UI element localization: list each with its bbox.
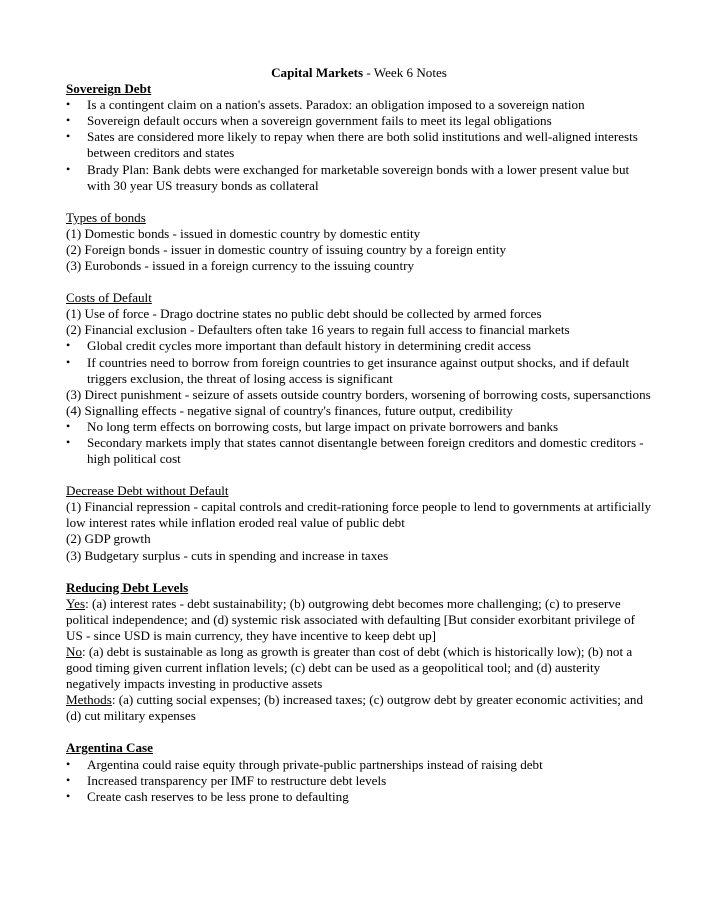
list-item-text: Argentina could raise equity through private-public partnerships instead of raising debt	[87, 756, 543, 772]
bullet-icon: •	[66, 418, 71, 433]
paragraph-yes	[66, 596, 652, 644]
title-bold: Capital Markets	[271, 65, 364, 80]
bullet-icon: •	[66, 129, 71, 144]
list-item	[66, 338, 652, 354]
text-line: (1) Domestic bonds - issued in domestic country by domestic entity	[66, 225, 421, 241]
text-line: (3) Eurobonds - issued in a foreign currency to the issuing country	[66, 258, 414, 274]
bullet-icon: •	[66, 338, 71, 353]
list-item	[66, 757, 652, 773]
list-item-text: Secondary markets imply that states cannot disentangle between foreign creditors and domestic creditors - high political cost	[87, 434, 644, 467]
spacer	[66, 194, 652, 210]
list-item	[66, 162, 652, 194]
heading-reducing-debt-levels: Reducing Debt Levels	[66, 579, 189, 595]
heading-types-of-bonds: Types of bonds	[66, 209, 146, 225]
label-yes: Yes	[66, 595, 86, 611]
text-line: (4) Signalling effects - negative signal of country's finances, future output, credibility	[66, 402, 513, 418]
spacer	[66, 564, 652, 580]
text-line: (2) Financial exclusion - Defaulters often take 16 years to regain full access to financial markets	[66, 322, 570, 338]
text-line: (2) Foreign bonds - issuer in domestic country of issuing country by a foreign entity	[66, 241, 507, 257]
list-item-text: If countries need to borrow from foreign countries to get insurance against output shocks, and if default triggers exclusion, the threat of losing access is significant	[87, 354, 630, 386]
heading-sovereign-debt: Sovereign Debt	[66, 81, 152, 97]
bullet-icon: •	[66, 97, 71, 112]
bullet-icon: •	[66, 161, 71, 176]
text-no: : (a) debt is sustainable as long as growth is greater than cost of debt (which is historically low); (b) not a good timing given current inflation levels; (c) debt can be used as a geopolitical tool; and (d) austerity negatively impacts investing in productive assets	[66, 644, 633, 692]
label-no: No	[66, 644, 83, 659]
list-item	[66, 129, 652, 161]
heading-decrease-debt: Decrease Debt without Default	[66, 483, 229, 499]
text-line: (3) Direct punishment - seizure of assets outside country borders, worsening of borrowing costs, supersanctions	[66, 386, 651, 402]
bullet-icon: •	[66, 772, 71, 787]
text-methods: : (a) cutting social expenses; (b) increased taxes; (c) outgrow debt by greater economic activities; and (d) cut military expenses	[66, 692, 644, 724]
list-item	[66, 113, 652, 129]
list-item-text: Global credit cycles more important than default history in determining credit access	[87, 338, 531, 354]
list-item	[66, 97, 652, 113]
text-yes: : (a) interest rates - debt sustainability; (b) outgrowing debt becomes more challenging; (c) to preserve political independence; and (d) systemic risk associated with defaulting [But consider exorbitant privilege of US - since USD is main currency, they have incentive to keep debt up]	[66, 595, 636, 643]
spacer	[66, 274, 652, 290]
spacer	[66, 467, 652, 483]
heading-argentina-case: Argentina Case	[66, 740, 153, 756]
list-item	[66, 419, 652, 435]
list-item	[66, 435, 652, 467]
list-item	[66, 773, 652, 789]
bullet-icon: •	[66, 354, 71, 369]
list-item-text: Sates are considered more likely to repay when there are both solid institutions and well-aligned interests between creditors and states	[87, 129, 638, 161]
text-line: (1) Use of force - Drago doctrine states no public debt should be collected by armed forces	[66, 306, 542, 322]
list-item-text: Brady Plan: Bank debts were exchanged for marketable sovereign bonds with a lower present value but with 30 year US treasury bonds as collateral	[87, 161, 630, 193]
text-line: (3) Budgetary surplus - cuts in spending and increase in taxes	[66, 547, 389, 563]
paragraph-methods	[66, 692, 652, 724]
bullet-icon: •	[66, 434, 71, 449]
document-body	[66, 65, 652, 805]
bullet-icon: •	[66, 788, 71, 803]
bullet-icon: •	[66, 756, 71, 771]
list-item	[66, 789, 652, 805]
list-item-text: No long term effects on borrowing costs, but large impact on private borrowers and banks	[87, 418, 559, 434]
list-item-text: Sovereign default occurs when a sovereign government fails to meet its legal obligations	[87, 113, 552, 129]
title-rest: - Week 6 Notes	[363, 65, 447, 80]
text-line: (2) GDP growth	[66, 531, 151, 547]
paragraph-no	[66, 644, 652, 692]
heading-costs-of-default: Costs of Default	[66, 290, 152, 306]
list-item-text: Increased transparency per IMF to restructure debt levels	[87, 772, 387, 788]
list-item-text: Create cash reserves to be less prone to defaulting	[87, 788, 349, 804]
bullet-icon: •	[66, 113, 71, 128]
list-item	[66, 355, 652, 387]
list-item-text: Is a contingent claim on a nation's assets. Paradox: an obligation imposed to a sovereign nation	[87, 97, 585, 113]
spacer	[66, 724, 652, 740]
label-methods: Methods	[66, 692, 112, 708]
page-title	[66, 65, 652, 81]
text-line: (1) Financial repression - capital controls and credit-rationing force people to lend to governments at artificially low interest rates while inflation eroded real value of public debt	[66, 499, 652, 531]
